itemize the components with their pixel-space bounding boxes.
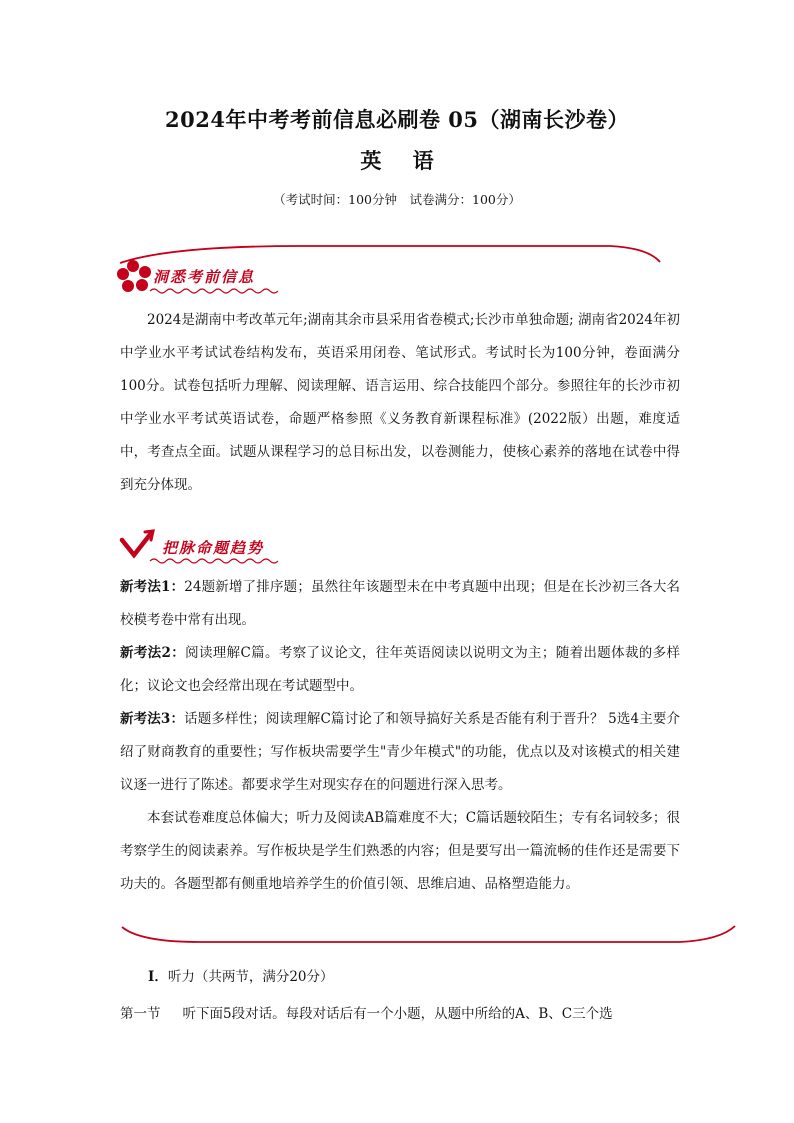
section-instruction: 听下面5段对话。每段对话后有一个小题，从题中所给的A、B、C三个选 [182, 1006, 613, 1022]
new-method-2-label: 新考法2： [120, 645, 186, 661]
section-heading-exam-info: 洞悉考前信息 [153, 268, 256, 286]
part-1-title-text: 听力（共两节，满分20分） [167, 969, 334, 985]
new-method-3 [120, 703, 680, 802]
top-frame-arc [120, 246, 660, 263]
new-method-3-label: 新考法3： [120, 711, 185, 727]
flower-icon [117, 260, 151, 292]
subject-title: 英 语 [360, 148, 446, 173]
new-method-2 [120, 637, 680, 703]
new-method-1 [120, 571, 680, 637]
listening-section-1 [120, 1002, 680, 1026]
summary-paragraph: 本套试卷难度总体偏大；听力及阅读AB篇难度不大；C篇话题较陌生；专有名词较多；很考察学生的阅读素养。写作板块是学生们熟悉的内容；但是要写出一篇流畅的佳作还是需要下功夫的。各题型都有侧重地培养学生的价值引领、思维启迪、品格塑造能力。 [120, 810, 680, 892]
exam-info-paragraph: 2024是湖南中考改革元年;湖南其余市县采用省卷模式;长沙市单独命题; 湖南省2024年初中学业水平考试试卷结构发布，英语采用闭卷、笔试形式。考试时长为100分钟，卷面满分100分。试卷包括听力理解、阅读理解、语言运用、综合技能四个部分。参照往年的长沙市初中学业水平考试英语试卷，命题严格参照《义务教育新课程标准》(2022版）出题，难度适中，考查点全面。试题从课程学习的总目标出发，以卷测能力，使核心素养的落地在试卷中得到充分体现。 [120, 312, 680, 493]
new-method-1-text: 24题新增了排序题；虽然往年该题型未在中考真题中出现；但是在长沙初三各大名校模考卷中常有出现。 [120, 579, 680, 628]
wavy-underline-2 [150, 559, 278, 563]
bottom-frame-arc [122, 926, 735, 942]
checkmark-arrow-icon [122, 531, 153, 555]
part-1-title [148, 965, 334, 985]
part-1-numeral: I． [148, 969, 168, 985]
exam-info: （考试时间：100分钟 试卷满分：100分） [273, 192, 521, 207]
wavy-underline-1 [150, 289, 278, 293]
new-method-1-label: 新考法1： [120, 579, 185, 595]
section-heading-trends: 把脉命题趋势 [162, 539, 265, 557]
new-method-3-text: 话题多样性；阅读理解C篇讨论了和领导搞好关系是否能有利于晋升？ 5选4主要介绍了财商教育的重要性；写作板块需要学生"青少年模式"的功能，优点以及对该模式的相关建议逐一进行了陈述。都要求学生对现实存在的问题进行深入思考。 [120, 711, 680, 793]
section-label: 第一节 [120, 1006, 161, 1022]
page-title: 2024年中考考前信息必刷卷 05（湖南长沙卷） [165, 107, 629, 132]
new-method-2-text: 阅读理解C篇。考察了议论文，往年英语阅读以说明文为主；随着出题体裁的多样化；议论文也会经常出现在考试题型中。 [120, 645, 680, 694]
